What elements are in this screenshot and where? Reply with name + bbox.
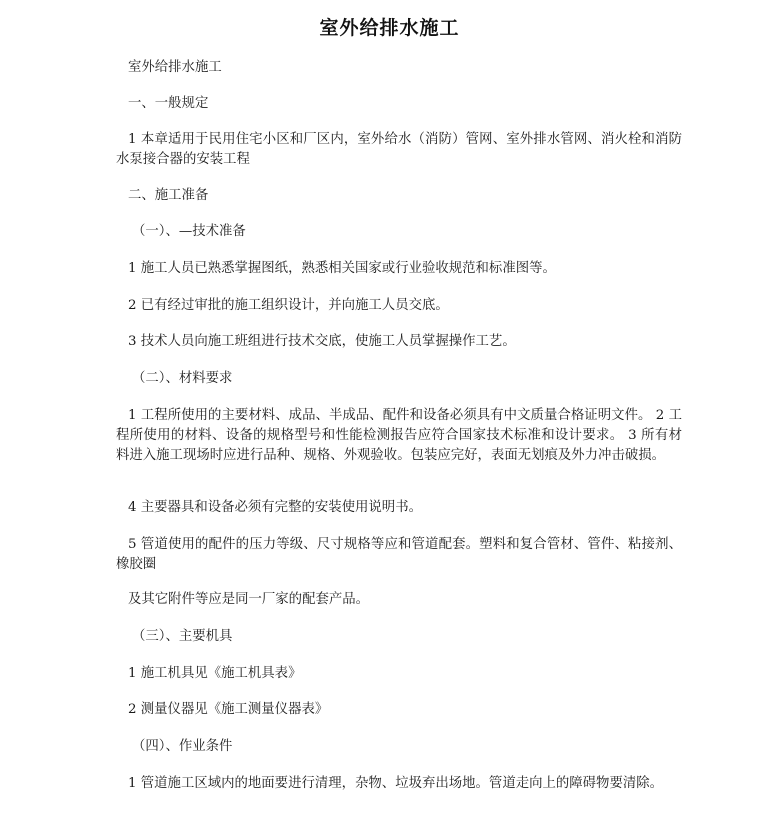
paragraph-equipment-1: 1 施工机具见《施工机具表》 <box>128 666 302 681</box>
paragraph-materials-5-cont: 及其它附件等应是同一厂家的配套产品。 <box>128 592 370 607</box>
paragraph-tech-1: 1 施工人员已熟悉掌握图纸，熟悉相关国家或行业验收规范和标准图等。 <box>128 261 556 276</box>
paragraph-conditions-1: 1 管道施工区域内的地面要进行清理，杂物、垃圾弃出场地。管道走向上的障碍物要清除。 <box>128 776 664 791</box>
paragraph-materials-4: 4 主要器具和设备必须有完整的安装使用说明书。 <box>128 500 422 515</box>
heading-technical-preparation: （一）、—技术准备 <box>132 224 246 239</box>
paragraph-tech-2: 2 已有经过审批的施工组织设计，并向施工人员交底。 <box>128 298 449 313</box>
paragraph-subtitle: 室外给排水施工 <box>128 60 222 75</box>
heading-preparation: 二、施工准备 <box>128 188 209 203</box>
heading-material-requirements: （二）、材料要求 <box>132 371 233 386</box>
document-title: 室外给排水施工 <box>319 17 460 39</box>
heading-main-equipment: （三）、主要机具 <box>132 629 233 644</box>
paragraph-materials-5: 5 管道使用的配件的压力等级、尺寸规格等应和管道配套。塑料和复合管材、管件、粘接剂、橡胶圈 <box>116 537 682 572</box>
paragraph-scope: 1 本章适用于民用住宅小区和厂区内，室外给水（消防）管网、室外排水管网、消火栓和消防水泵接合器的安装工程 <box>116 132 682 167</box>
paragraph-tech-3: 3 技术人员向施工班组进行技术交底，使施工人员掌握操作工艺。 <box>128 334 516 349</box>
heading-general-rules: 一、一般规定 <box>128 96 209 111</box>
paragraph-materials-1-3: 1 工程所使用的主要材料、成品、半成品、配件和设备必须具有中文质量合格证明文件。 2 工程所使用的材料、设备的规格型号和性能检测报告应符合国家技术标准和设计要求。 3 所有材料进入施工现场时应进行品种、规格、外观验收。包装应完好，表面无划痕及外力冲击破损。 <box>116 408 682 463</box>
heading-work-conditions: （四）、作业条件 <box>132 739 233 754</box>
paragraph-equipment-2: 2 测量仪器见《施工测量仪器表》 <box>128 702 329 717</box>
